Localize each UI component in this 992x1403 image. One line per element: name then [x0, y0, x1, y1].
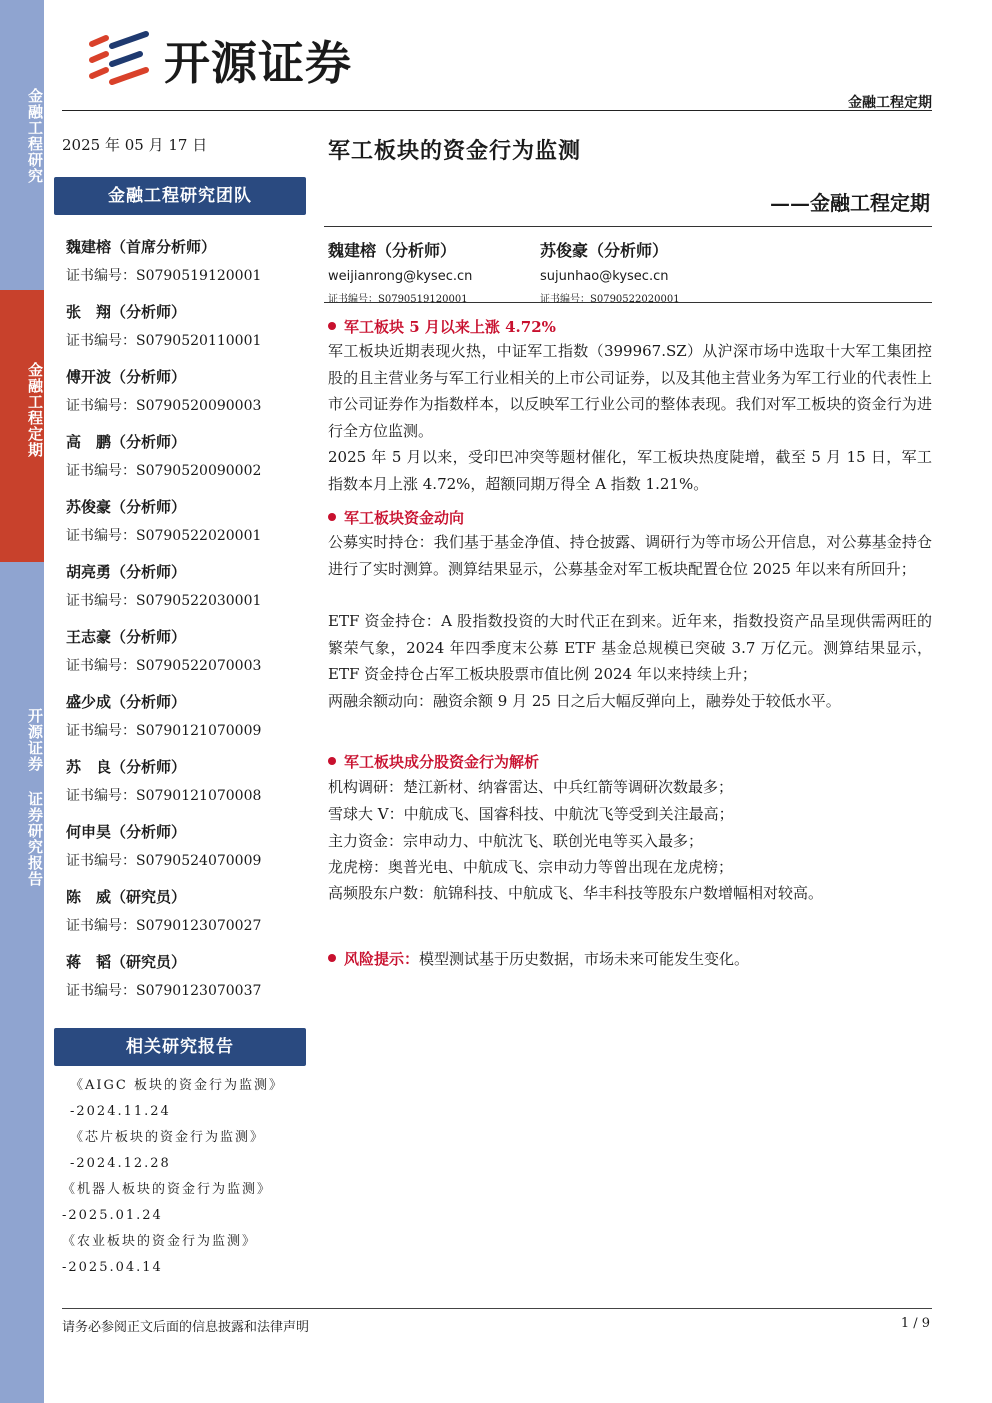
sidebar-band-bottom	[0, 562, 44, 1403]
logo-text: 开源证券	[164, 36, 352, 90]
analyst-name: 蒋 韬（研究员）	[66, 953, 187, 971]
body-paragraph: 公募实时持仓：我们基于基金净值、持仓披露、调研行为等市场公开信息，对公募基金持仓进行了实时测算。测算结果显示，公募基金对军工板块配置仓位 2025 年以来有所回升；	[328, 533, 932, 578]
footer-divider	[62, 1308, 932, 1309]
logo-mark-icon	[88, 30, 150, 90]
body-paragraph: ETF 资金持仓：A 股指数投资的大时代正在到来。近年来，指数投资产品呈现供需两旺的繁荣气象，2024 年四季度末公募 ETF 基金总规模已突破 3.7 万亿元。测算结果显示，ETF 资金持仓占军工板块股票市值比例 2024 年以来持续上升；	[328, 612, 932, 683]
report-date: 2025 年 05 月 17 日	[62, 136, 208, 154]
analyst-name: 高 鹏（分析师）	[66, 433, 187, 451]
analyst-entry	[66, 821, 306, 870]
analyst-cert: 证书编号：S0790524070009	[66, 853, 262, 869]
author-block	[540, 238, 680, 305]
section-heading: 军工板块资金动向	[328, 507, 464, 528]
team-heading: 金融工程研究团队	[54, 177, 306, 215]
author-cert: 证书编号：S0790519120001	[328, 294, 468, 305]
analyst-entry	[66, 951, 306, 1000]
analyst-cert: 证书编号：S0790519120001	[66, 268, 262, 284]
analyst-name: 盛少成（分析师）	[66, 693, 187, 711]
related-heading: 相关研究报告	[54, 1028, 306, 1066]
analyst-entry	[66, 626, 306, 675]
analyst-entry	[66, 756, 306, 805]
related-report-link[interactable]: 《农业板块的资金行为监测》	[62, 1234, 258, 1249]
author-name: 魏建榕（分析师）	[328, 241, 457, 260]
analyst-entry	[66, 561, 306, 610]
bullet-icon	[328, 322, 336, 330]
sidebar-mid-label: 金融工程定期	[26, 362, 44, 458]
body-paragraph: 军工板块近期表现火热，中证军工指数（399967.SZ）从沪深市场中选取十大军工集团控股的且主营业务与军工行业相关的上市公司证券，以及其他主营业务为军工行业的代表性上市公司证券作为指数样本，以反映军工行业公司的整体表现。我们对军工板块的资金行为进行全方位监测。	[328, 342, 932, 440]
risk-label: 风险提示：	[344, 950, 420, 968]
analyst-name: 张 翔（分析师）	[66, 303, 187, 321]
bullet-icon	[328, 757, 336, 765]
report-type-header: 金融工程定期	[848, 95, 932, 111]
author-block	[328, 238, 472, 305]
related-report-date: -2025.04.14	[62, 1260, 163, 1275]
analyst-cert: 证书编号：S0790123070027	[66, 918, 262, 934]
section-heading: 军工板块 5 月以来上涨 4.72%	[328, 316, 556, 337]
header-divider	[62, 110, 932, 111]
section-heading: 军工板块成分股资金行为解析	[328, 751, 539, 772]
author-divider	[324, 302, 932, 303]
analyst-name: 苏俊豪（分析师）	[66, 498, 187, 516]
company-logo	[88, 30, 352, 90]
author-email[interactable]: weijianrong@kysec.cn	[328, 269, 473, 284]
footer-disclaimer: 请务必参阅正文后面的信息披露和法律声明	[62, 1320, 310, 1335]
body-paragraph: 两融余额动向：融资余额 9 月 25 日之后大幅反弹向上，融券处于较低水平。	[328, 692, 841, 710]
analyst-cert: 证书编号：S0790123070037	[66, 983, 262, 999]
body-line: 龙虎榜：奥普光电、中航成飞、宗申动力等曾出现在龙虎榜；	[328, 858, 734, 876]
sidebar-top-label: 金融工程研究	[26, 88, 44, 184]
sidebar-bottom-label: 开源证券 证券研究报告	[26, 708, 44, 887]
author-cert: 证书编号：S0790522020001	[540, 294, 680, 305]
bullet-icon	[328, 954, 336, 962]
analyst-cert: 证书编号：S0790121070008	[66, 788, 262, 804]
analyst-entry	[66, 301, 306, 350]
body-line: 高频股东户数：航锦科技、中航成飞、华丰科技等股东户数增幅相对较高。	[328, 884, 824, 902]
analyst-cert: 证书编号：S0790520090003	[66, 398, 262, 414]
body-line: 主力资金：宗申动力、中航沈飞、联创光电等买入最多；	[328, 832, 704, 850]
analyst-name: 苏 良（分析师）	[66, 758, 187, 776]
related-report-link[interactable]: 《AIGC 板块的资金行为监测》	[70, 1078, 284, 1093]
related-report-date: -2025.01.24	[62, 1208, 163, 1223]
analyst-cert: 证书编号：S0790520110001	[66, 333, 262, 349]
analyst-entry	[66, 366, 306, 415]
analyst-cert: 证书编号：S0790121070009	[66, 723, 262, 739]
risk-note	[328, 946, 932, 973]
related-report-date: -2024.11.24	[70, 1104, 171, 1119]
subtitle-divider	[324, 226, 932, 227]
analyst-name: 何申昊（分析师）	[66, 823, 187, 841]
author-email[interactable]: sujunhao@kysec.cn	[540, 269, 669, 284]
body-line: 机构调研：楚江新材、纳睿雷达、中兵红箭等调研次数最多；	[328, 778, 734, 796]
report-title: 军工板块的资金行为监测	[328, 138, 582, 164]
analyst-entry	[66, 236, 306, 285]
analyst-name: 王志豪（分析师）	[66, 628, 187, 646]
analyst-name: 陈 威（研究员）	[66, 888, 187, 906]
analyst-name: 胡亮勇（分析师）	[66, 563, 187, 581]
related-report-link[interactable]: 《机器人板块的资金行为监测》	[62, 1182, 273, 1197]
related-report-link[interactable]: 《芯片板块的资金行为监测》	[70, 1130, 266, 1145]
report-subtitle: ——金融工程定期	[770, 191, 930, 215]
analyst-entry	[66, 691, 306, 740]
body-paragraph: 2025 年 5 月以来，受印巴冲突等题材催化，军工板块热度陡增，截至 5 月 15 日，军工指数本月上涨 4.72%，超额同期万得全 A 指数 1.21%。	[328, 448, 932, 493]
analyst-name: 傅开波（分析师）	[66, 368, 187, 386]
related-report-date: -2024.12.28	[70, 1156, 171, 1171]
analyst-entry	[66, 886, 306, 935]
body-line: 雪球大 V：中航成飞、国睿科技、中航沈飞等受到关注最高；	[328, 805, 734, 823]
analyst-cert: 证书编号：S0790522030001	[66, 593, 262, 609]
analyst-entry	[66, 496, 306, 545]
analyst-cert: 证书编号：S0790522020001	[66, 528, 262, 544]
analyst-cert: 证书编号：S0790522070003	[66, 658, 262, 674]
analyst-name: 魏建榕（首席分析师）	[66, 238, 217, 256]
risk-text: 模型测试基于历史数据，市场未来可能发生变化。	[419, 950, 750, 968]
analyst-cert: 证书编号：S0790520090002	[66, 463, 262, 479]
bullet-icon	[328, 513, 336, 521]
page-number: 1 / 9	[900, 1316, 930, 1331]
author-name: 苏俊豪（分析师）	[540, 241, 669, 260]
analyst-entry	[66, 431, 306, 480]
